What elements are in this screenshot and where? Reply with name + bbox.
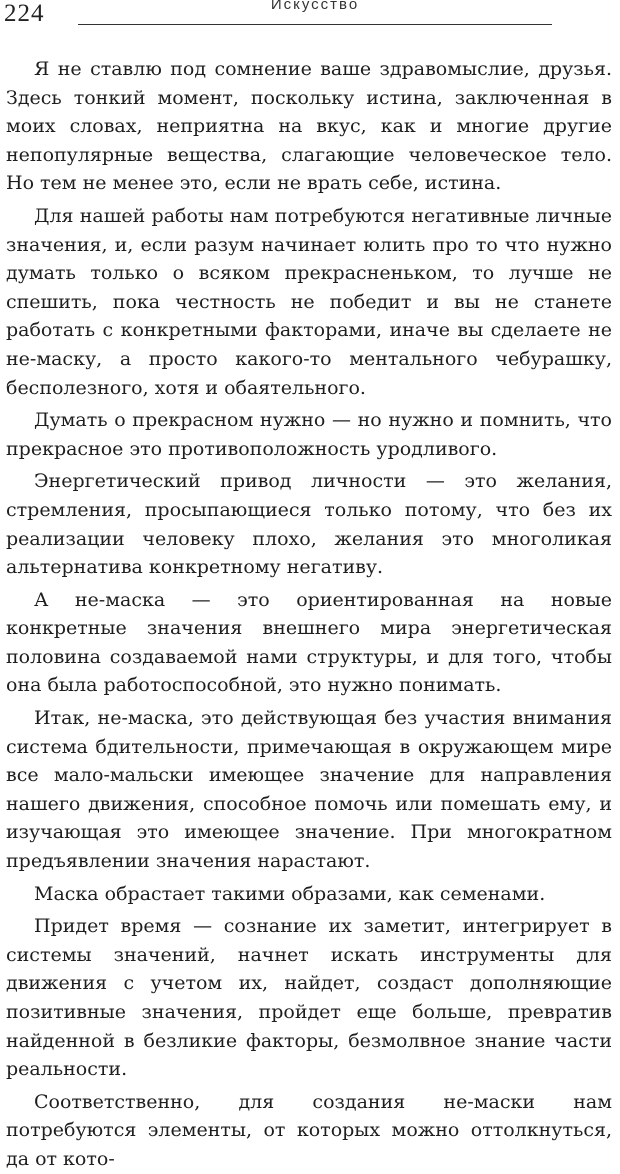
paragraph: А не-маска — это ориентированная на новые конкретные значения внешнего мира энергетическая половина создаваемой нами структуры, и для того, чтобы она была работоспособной, это нужно понимать.: [6, 588, 612, 697]
page-number: 224: [4, 0, 45, 27]
paragraph: Для нашей работы нам потребуются негативные личные значения, и, если разум начинает юлить про то что нужно думать только о всяком прекрасненьком, то лучше не спешить, пока честность не победит и вы не станете работать с конкретными факторами, иначе вы сделаете не не-маску, а просто какого-то ментального чебурашку, бесполезного, хотя и обаятельного.: [6, 204, 612, 399]
running-title: Искусство: [270, 0, 360, 13]
paragraph: Придет время — сознание их заметит, интегрирует в системы значений, начнет искать инструменты для движения с учетом их, найдет, создаст дополняющие позитивные значения, пройдет еще больше, превратив найденной в безликие факторы, безмолвное знание части реальности.: [6, 915, 612, 1081]
paragraph: Итак, не-маска, это действующая без участия внимания система бдительности, примечающая в окружающем мире все мало-мальски имеющее значение для направления нашего движения, способное помочь или помешать ему, и изучающая это имеющее значение. При многократном предъявлении значения нарастают.: [6, 707, 612, 873]
paragraph: Маска обрастает такими образами, как семенами.: [34, 882, 546, 905]
paragraph: Энергетический привод личности — это желания, стремления, просыпающиеся только потому, что без их реализации человеку плохо, желания это многоликая альтернатива конкретному негативу.: [6, 470, 612, 579]
paragraph: Я не ставлю под сомнение ваше здравомыслие, друзья. Здесь тонкий момент, поскольку истина, заключенная в моих словах, неприятна на вкус, как и многие другие непопулярные вещества, слагающие человеческое тело. Но тем не менее это, если не врать себе, истина.: [6, 58, 612, 195]
paragraph: Думать о прекрасном нужно — но нужно и помнить, что прекрасное это противоположность уродливого.: [6, 409, 612, 460]
paragraph: Соответственно, для создания не-маски нам потребуются элементы, от которых можно оттолкнуться, да от кото-: [6, 1090, 612, 1170]
header-rule: [78, 24, 552, 25]
page-header: [0, 0, 620, 32]
page-body: [6, 55, 612, 1174]
